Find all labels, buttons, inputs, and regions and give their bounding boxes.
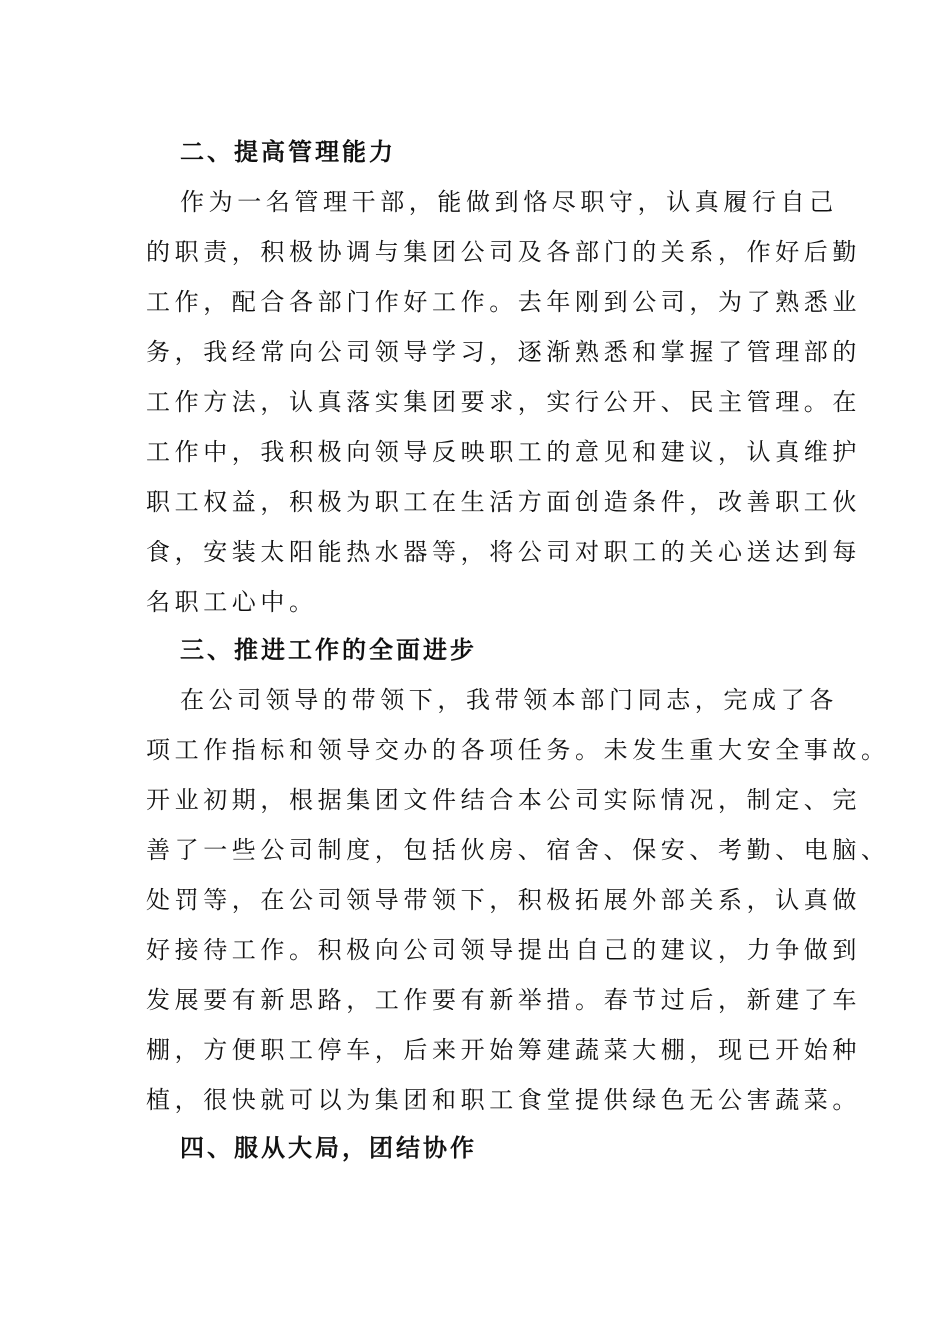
paragraph-line: 工作方法，认真落实集团要求，实行公开、民主管理。在: [146, 388, 861, 416]
paragraph-line: 开业初期，根据集团文件结合本公司实际情况，制定、完: [146, 786, 861, 814]
paragraph-line: 在公司领导的带领下，我带领本部门同志，完成了各: [180, 686, 838, 714]
paragraph-line: 好接待工作。积极向公司领导提出自己的建议，力争做到: [146, 936, 861, 964]
paragraph-line: 务，我经常向公司领导学习，逐渐熟悉和掌握了管理部的: [146, 338, 861, 366]
paragraph-line: 处罚等，在公司领导带领下，积极拓展外部关系，认真做: [146, 886, 861, 914]
paragraph-line: 作为一名管理干部，能做到恪尽职守，认真履行自己: [180, 188, 838, 216]
section-heading: 四、服从大局，团结协作: [180, 1133, 477, 1162]
paragraph-line: 善了一些公司制度，包括伙房、宿舍、保安、考勤、电脑、: [146, 836, 890, 864]
section-heading: 二、提高管理能力: [180, 137, 396, 166]
paragraph-line: 食，安装太阳能热水器等，将公司对职工的关心送达到每: [146, 538, 861, 566]
paragraph-line: 工作中，我积极向领导反映职工的意见和建议，认真维护: [146, 438, 861, 466]
paragraph-line: 发展要有新思路，工作要有新举措。春节过后，新建了车: [146, 986, 861, 1014]
paragraph-line: 棚，方便职工停车，后来开始筹建蔬菜大棚，现已开始种: [146, 1036, 861, 1064]
paragraph-line: 工作，配合各部门作好工作。去年刚到公司，为了熟悉业: [146, 288, 861, 316]
paragraph-line: 职工权益，积极为职工在生活方面创造条件，改善职工伙: [146, 488, 861, 516]
paragraph-line: 名职工心中。: [146, 588, 318, 616]
paragraph-line: 植，很快就可以为集团和职工食堂提供绿色无公害蔬菜。: [146, 1086, 861, 1114]
paragraph-line: 项工作指标和领导交办的各项任务。未发生重大安全事故。: [146, 736, 890, 764]
paragraph-line: 的职责，积极协调与集团公司及各部门的关系，作好后勤: [146, 238, 861, 266]
section-heading: 三、推进工作的全面进步: [180, 635, 477, 664]
